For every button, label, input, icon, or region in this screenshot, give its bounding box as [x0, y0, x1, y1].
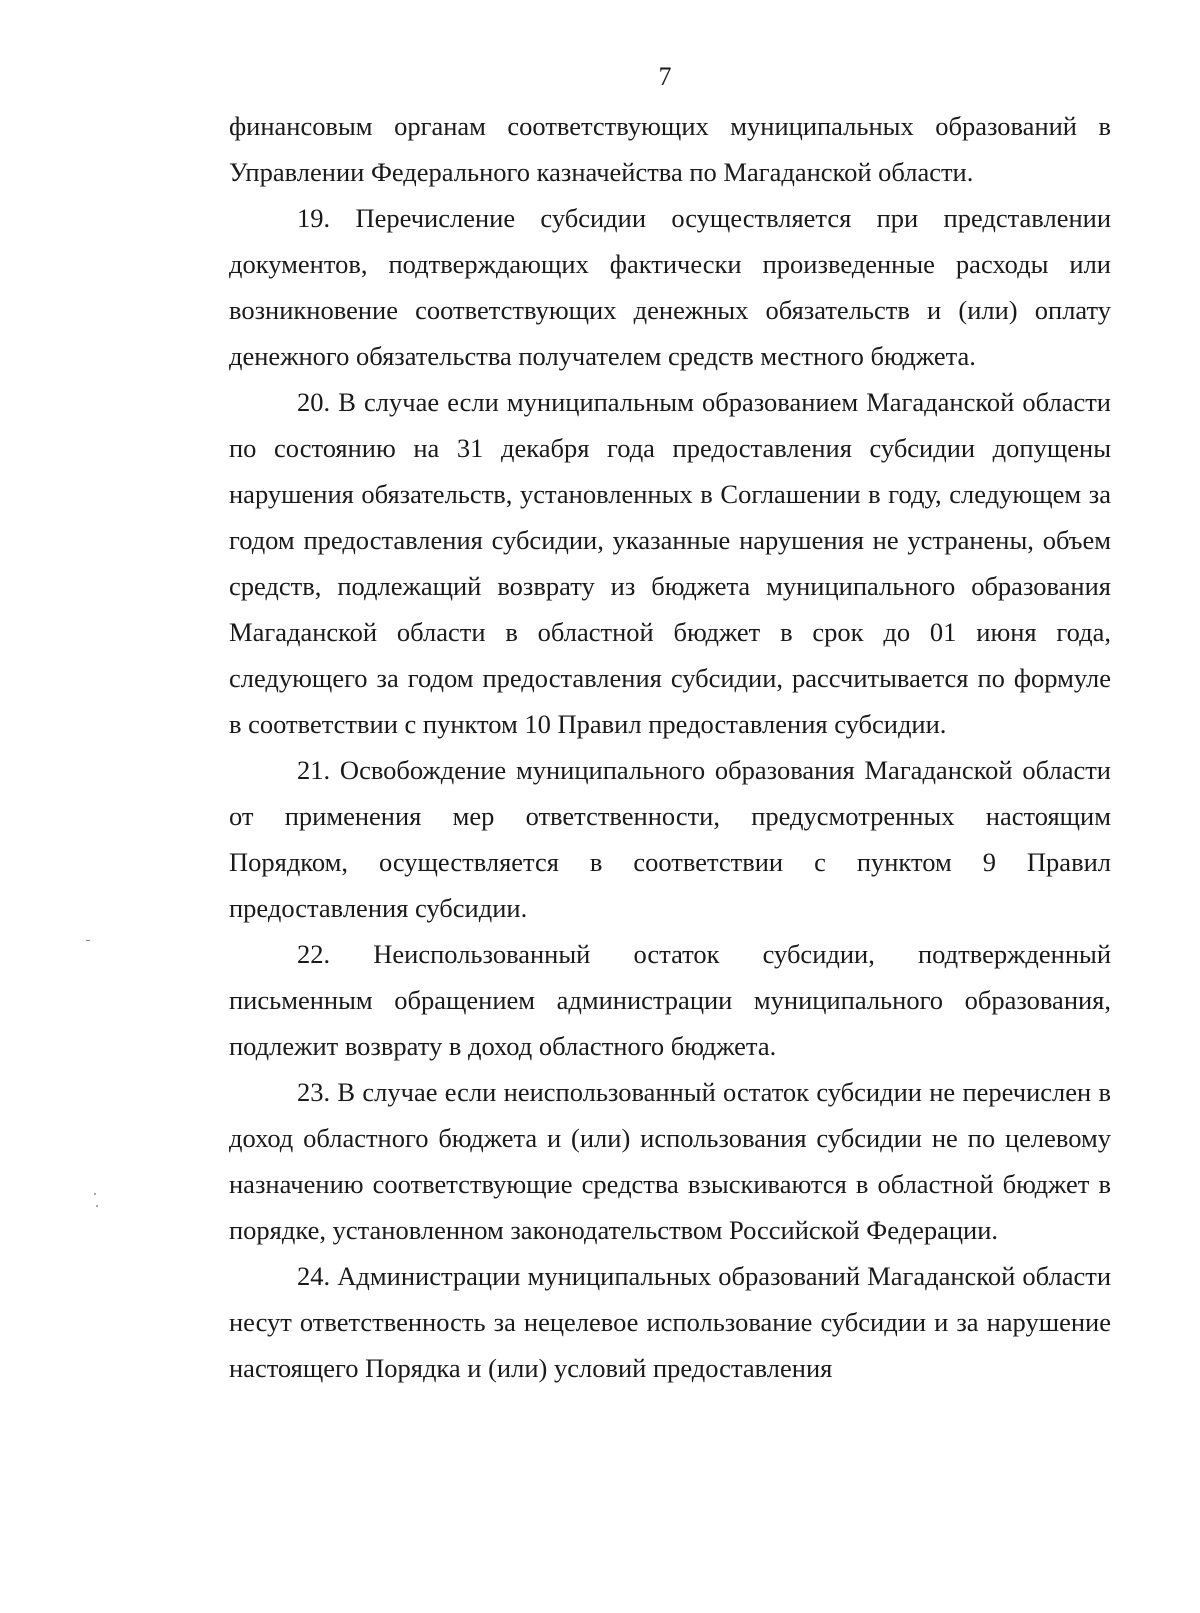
document-body [229, 103, 1111, 1391]
paragraph-21: 21. Освобождение муниципального образования Магаданской области от применения мер ответственности, предусмотренных настоящим Порядком, осуществляется в соответствии с пунктом 9 Правил предоставления субсидии. [229, 755, 1111, 923]
paragraph-24: 24. Администрации муниципальных образований Магаданской области несут ответственность за нецелевое использование субсидии и за нарушение настоящего Порядка и (или) условий предоставления [229, 1261, 1111, 1383]
scan-artifact [86, 940, 90, 941]
paragraph-19: 19. Перечисление субсидии осуществляется при представлении документов, подтверждающих фактически произведенные расходы или возникновение соответствующих денежных обязательств и (или) оплату денежного обязательства получателем средств местного бюджета. [229, 203, 1111, 371]
page-number: 7 [658, 62, 672, 91]
paragraph-23: 23. В случае если неиспользованный остаток субсидии не перечислен в доход областного бюджета и (или) использования субсидии не по целевому назначению соответствующие средства взыскиваются в областной бюджет в порядке, установленном законодательством Российской Федерации. [229, 1077, 1111, 1245]
paragraph-continuation: финансовым органам соответствующих муниципальных образований в Управлении Федерального казначейства по Магаданской области. [229, 111, 1111, 187]
paragraph-20: 20. В случае если муниципальным образованием Магаданской области по состоянию на 31 декабря года предоставления субсидии допущены нарушения обязательств, установленных в Соглашении в году, следующем за годом предоставления субсидии, указанные нарушения не устранены, объем средств, подлежащий возврату из бюджета муниципального образования Магаданской области в областной бюджет в срок до 01 июня года, следующего за годом предоставления субсидии, рассчитывается по формуле в соответствии с пунктом 10 Правил предоставления субсидии. [229, 387, 1111, 739]
scan-artifact [96, 1205, 98, 1207]
scan-artifact [94, 1193, 96, 1195]
paragraph-22: 22. Неиспользованный остаток субсидии, подтвержденный письменным обращением администрации муниципального образования, подлежит возврату в доход областного бюджета. [229, 939, 1111, 1061]
